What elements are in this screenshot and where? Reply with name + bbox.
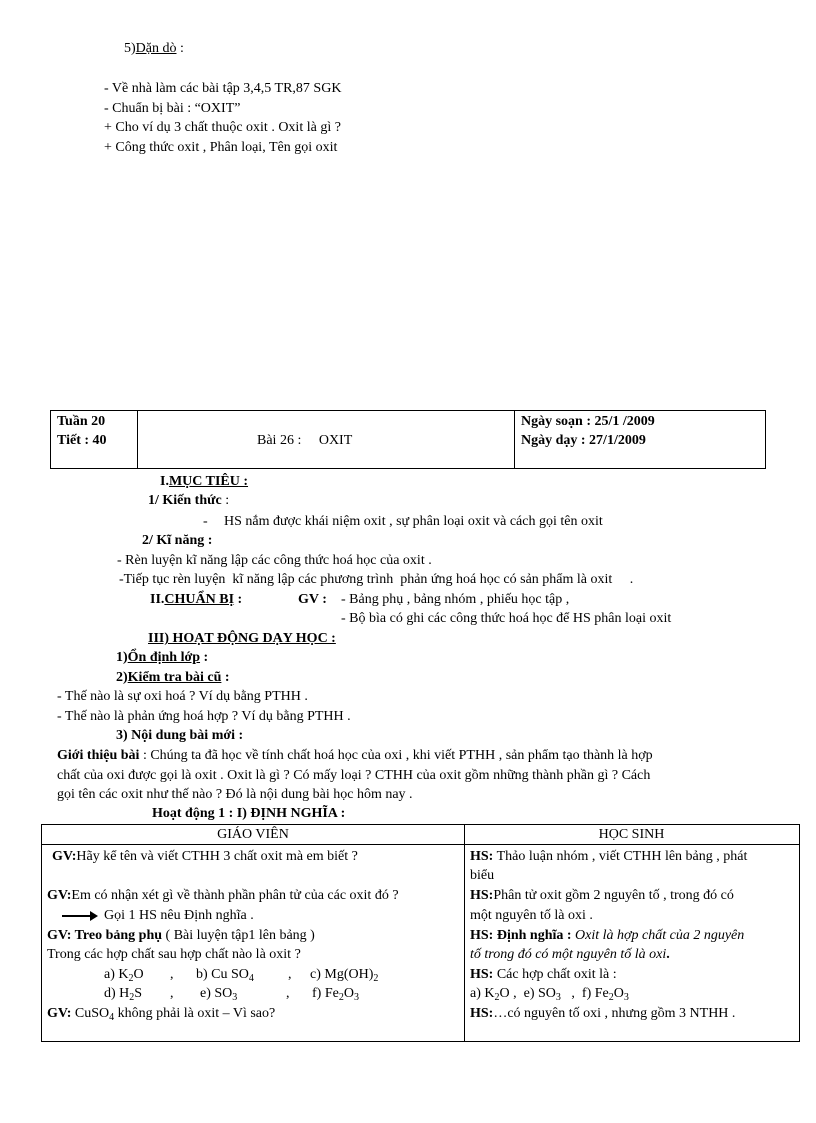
option-a: a) $K_2O$ — [104, 967, 144, 984]
activity-heading: Hoạt động 1 : I) ĐỊNH NGHĨA : — [152, 806, 346, 821]
option-d: d) $H_2S$ — [104, 986, 143, 1003]
date-taught: Ngày dạy : 27/1/2009 — [521, 433, 646, 448]
knowledge-label: 1/ Kiến thức — [148, 493, 222, 508]
teacher-text: Gọi 1 HS nêu Định nghĩa . — [104, 908, 254, 923]
step-colon: : — [200, 650, 209, 665]
student-label: HS: — [470, 888, 494, 903]
student-step-1 — [470, 847, 747, 866]
section-title: MỤC TIÊU : — [168, 474, 249, 489]
knowledge-colon: : — [221, 493, 230, 508]
student-step-3-cont: tố trong đó có một nguyên tố là oxi. — [470, 947, 670, 962]
teacher-prep-line-2: - Bộ bìa có ghi các công thức hoá học để HS phân loại oxit — [341, 611, 672, 626]
option-text: f) Fe — [312, 986, 339, 1001]
step-3: 3) Nội dung bài mới : — [116, 728, 244, 743]
step-title: Kiểm tra bài cũ — [127, 670, 222, 685]
step-title: Ổn định lớp — [127, 650, 201, 665]
step-number: 2) — [116, 670, 128, 685]
header-divider — [137, 411, 138, 468]
knowledge-dash: - — [203, 514, 208, 529]
section-number: I. — [160, 474, 169, 489]
teacher-step-4 — [47, 926, 315, 945]
option-text: d) H — [104, 986, 130, 1001]
header-divider — [514, 411, 515, 468]
intro-label: Giới thiệu bài — [57, 748, 140, 763]
knowledge-text: HS nắm được khái niệm oxit , sự phân loại oxit và cách gọi tên oxit — [224, 514, 603, 529]
week-label: Tuần 20 — [57, 414, 106, 429]
activity-table — [41, 824, 800, 1042]
teacher-step-2 — [47, 886, 399, 905]
separator: , — [286, 986, 290, 1001]
definition-text: tố trong đó có một nguyên tố là oxi — [470, 947, 667, 962]
homework-heading-colon: : — [176, 41, 184, 56]
separator: , — [170, 986, 174, 1001]
option-text: a) K — [104, 967, 129, 982]
lesson-title: Bài 26 : OXIT — [257, 433, 353, 448]
answer-e: e) SO — [523, 986, 556, 1001]
option-text: e) SO — [200, 986, 233, 1001]
student-step-3 — [470, 926, 744, 945]
lesson-header-box — [50, 410, 766, 469]
student-text: …có nguyên tố oxi , nhưng gồm 3 NTHH . — [493, 1006, 736, 1021]
intro-line-2: chất của oxi được gọi là oxit . Oxit là gì ? Có mấy loại ? CTHH của oxit gồm những thành phần gì ? Cách — [57, 768, 651, 783]
separator: , — [288, 967, 292, 982]
section-number: II. — [150, 592, 165, 607]
teacher-text: Hãy kể tên và viết CTHH 3 chất oxit mà em biết ? — [76, 849, 358, 864]
section-colon: : — [234, 592, 243, 607]
student-label: HS: — [470, 1006, 494, 1021]
teacher-text: CuSO — [71, 1006, 110, 1021]
student-step-4 — [470, 965, 617, 984]
answer-a: a) K — [470, 986, 495, 1001]
student-step-2-cont: một nguyên tố là oxi . — [470, 908, 593, 923]
section-preparation — [150, 591, 242, 609]
option-f: f) $Fe_2O_3$ — [312, 986, 359, 1003]
student-label: HS: Định nghĩa : — [470, 928, 572, 943]
student-text: Thảo luận nhóm , viết CTHH lên bảng , phát — [493, 849, 748, 864]
table-header-divider — [42, 844, 799, 845]
option-text: c) Mg(OH) — [310, 967, 374, 982]
section-title: CHUẨN BỊ — [164, 592, 235, 607]
student-text: Các hợp chất oxit là : — [493, 967, 617, 982]
skill-heading: 2/ Kĩ năng : — [142, 533, 213, 548]
student-text: Phân tử oxit gồm 2 nguyên tố , trong đó có — [493, 888, 734, 903]
teacher-step-6: GV: CuSO$_4$ không phải là oxit – Vì sao? — [47, 1006, 276, 1023]
table-column-divider — [464, 825, 465, 1041]
review-question-1: - Thế nào là sự oxi hoá ? Ví dụ bằng PTHH . — [57, 689, 308, 704]
homework-line-4: + Công thức oxit , Phân loại, Tên gọi oxit — [104, 140, 338, 155]
section-activities: III) HOẠT ĐỘNG DẠY HỌC : — [148, 631, 336, 646]
answer-f: f) Fe — [581, 986, 609, 1001]
skill-line-2: -Tiếp tục rèn luyện kĩ năng lập các phương trình phản ứng hoá học có sản phẩm là oxit . — [119, 572, 634, 587]
homework-heading-number: 5) — [124, 41, 136, 56]
teacher-step-3 — [62, 906, 254, 925]
homework-line-1: - Về nhà làm các bài tập 3,4,5 TR,87 SGK — [104, 81, 342, 96]
teacher-label: GV: Treo bảng phụ — [47, 928, 163, 943]
teacher-prep-label: GV : — [298, 592, 327, 607]
intro-line-1 — [57, 747, 653, 765]
review-question-2: - Thế nào là phản ứng hoá hợp ? Ví dụ bằng PTHH . — [57, 709, 351, 724]
step-1 — [116, 649, 208, 667]
step-colon: : — [221, 670, 230, 685]
teacher-step-5: Trong các hợp chất sau hợp chất nào là oxit ? — [47, 947, 301, 962]
homework-line-2: - Chuẩn bị bài : “OXIT” — [104, 101, 241, 116]
option-e: e) $SO_3$ — [200, 986, 238, 1003]
student-label: HS: — [470, 849, 494, 864]
step-number: 1) — [116, 650, 128, 665]
teacher-label: GV: — [47, 888, 72, 903]
step-2 — [116, 669, 230, 687]
column-header-student: HỌC SINH — [598, 827, 665, 842]
right-arrow-icon — [62, 911, 98, 921]
teacher-text: ( Bài luyện tập1 lên bảng ) — [162, 928, 315, 943]
definition-text: Oxit là hợp chất của 2 nguyên — [571, 928, 745, 943]
intro-text: : Chúng ta đã học về tính chất hoá học của oxi , khi viết PTHH , sản phẩm tạo thành là hợp — [139, 748, 653, 763]
knowledge-heading — [148, 492, 229, 510]
teacher-prep-line-1: - Bảng phụ , bảng nhóm , phiếu học tập , — [341, 592, 570, 607]
homework-heading — [124, 40, 184, 58]
teacher-step-1 — [52, 847, 358, 866]
teacher-text: không phải là oxit – Vì sao? — [114, 1006, 276, 1021]
student-label: HS: — [470, 967, 494, 982]
teacher-label: GV: — [47, 1006, 72, 1021]
skill-line-1: - Rèn luyện kĩ năng lập các công thức hoá học của oxit . — [117, 553, 432, 568]
section-objectives — [160, 473, 248, 491]
option-c: c) $Mg(OH)_2$ — [310, 967, 379, 984]
homework-line-3: + Cho ví dụ 3 chất thuộc oxit . Oxit là gì ? — [104, 120, 341, 135]
option-b: b) Cu $SO_4$ — [196, 967, 254, 984]
student-step-2 — [470, 886, 734, 905]
teacher-text: Em có nhận xét gì về thành phần phân tử của các oxit đó ? — [71, 888, 399, 903]
teacher-label: GV: — [52, 849, 77, 864]
student-step-6 — [470, 1004, 735, 1023]
student-answer-options: a) $K_2O$ , e) $SO_3$ , f) $Fe_2O_3$ — [470, 986, 629, 1003]
date-prepared: Ngày soạn : 25/1 /2009 — [521, 414, 655, 429]
separator: , — [170, 967, 174, 982]
student-step-1-cont: biểu — [470, 868, 495, 883]
homework-heading-text: Dặn dò — [135, 41, 177, 56]
column-header-teacher: GIÁO VIÊN — [217, 827, 289, 842]
period-label: Tiết : 40 — [57, 433, 107, 448]
option-text: b) Cu SO — [196, 967, 249, 982]
intro-line-3: gọi tên các oxit như thế nào ? Đó là nội dung bài học hôm nay . — [57, 787, 413, 802]
